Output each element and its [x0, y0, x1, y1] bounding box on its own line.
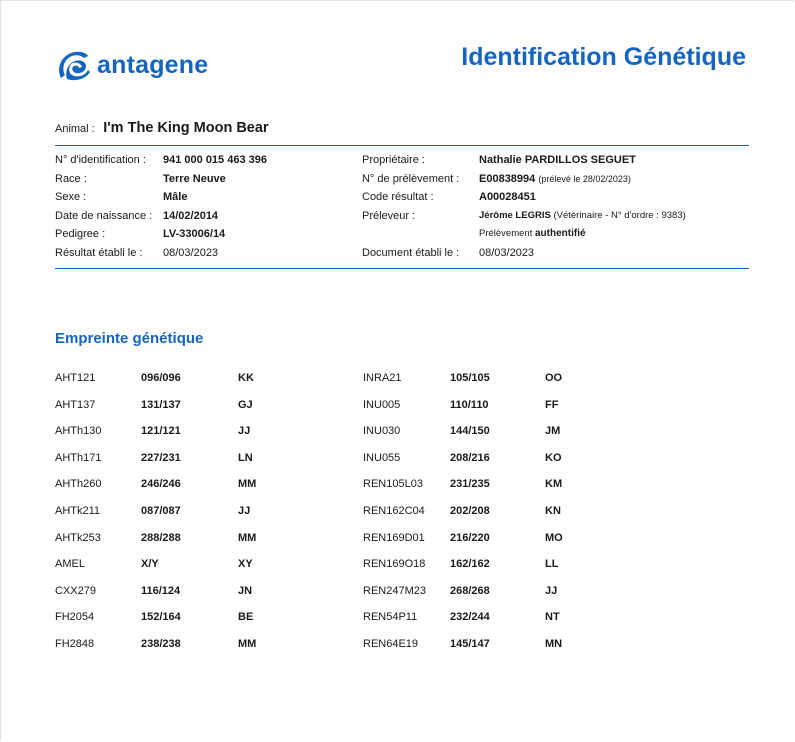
marker-alleles: 227/231	[141, 451, 181, 464]
marker-code: BE	[238, 611, 254, 624]
race-value: Terre Neuve	[163, 172, 226, 185]
marker-alleles: 110/110	[450, 398, 489, 411]
marker-code: MM	[238, 531, 257, 544]
marker-code: OO	[545, 372, 563, 384]
marker-code: XY	[238, 558, 253, 571]
marker-alleles: 216/220	[450, 531, 490, 544]
antagene-logo	[55, 47, 208, 83]
sampler-note: (Vétérinaire - N° d'ordre : 9383)	[553, 209, 686, 221]
table-row	[55, 425, 749, 452]
pedigree-label: Pedigree :	[55, 228, 106, 241]
sample-label: N° de prélèvement :	[362, 172, 460, 185]
marker-name: INU005	[363, 398, 401, 411]
bottom-divider	[55, 268, 749, 269]
table-row	[55, 585, 749, 612]
marker-name: REN162C04	[363, 504, 425, 517]
marker-alleles: 162/162	[450, 558, 490, 571]
marker-name: FH2848	[55, 637, 95, 650]
marker-code: JJ	[545, 584, 558, 597]
marker-name: AHTk253	[55, 531, 101, 544]
marker-name: REN105L03	[363, 478, 423, 491]
marker-alleles: 087/087	[141, 504, 181, 517]
info-row	[55, 247, 749, 266]
result-date-label: Résultat établi le :	[55, 246, 143, 259]
doc-date-label: Document établi le :	[362, 246, 460, 259]
marker-code: KM	[545, 478, 563, 491]
marker-alleles: 208/216	[450, 451, 490, 464]
sample-note: (prélevé le 28/02/2023)	[538, 173, 631, 184]
marker-code: KN	[545, 504, 561, 517]
sampler-value: Jérôme LEGRIS	[479, 209, 551, 221]
marker-alleles: 231/235	[450, 478, 490, 491]
identification-info	[55, 154, 749, 266]
marker-code: LL	[545, 558, 559, 571]
table-row	[55, 532, 749, 559]
table-row	[55, 611, 749, 638]
marker-alleles: 246/246	[141, 478, 181, 491]
sampler-label: Préleveur :	[362, 209, 416, 222]
document-title: Identification Génétique	[461, 43, 746, 71]
id-value: 941 000 015 463 396	[163, 154, 267, 166]
marker-code: JJ	[238, 425, 251, 438]
pedigree-value: LV-33006/14	[163, 228, 226, 241]
marker-alleles: 121/121	[141, 425, 181, 438]
info-row	[55, 210, 749, 229]
marker-code: KO	[545, 451, 562, 464]
table-row	[55, 505, 749, 532]
marker-name: REN169O18	[363, 558, 426, 571]
marker-alleles: 268/268	[450, 584, 490, 597]
marker-code: MM	[238, 478, 257, 491]
marker-code: JN	[238, 584, 253, 597]
table-row	[55, 399, 749, 426]
marker-name: INRA21	[363, 372, 402, 384]
marker-name: CXX279	[55, 584, 96, 597]
animal-line	[55, 119, 269, 137]
logo-text: antagene	[97, 50, 209, 79]
marker-code: FF	[545, 398, 559, 411]
marker-alleles: 131/137	[141, 398, 181, 411]
sexe-label: Sexe :	[55, 191, 87, 204]
table-row	[55, 638, 749, 665]
marker-code: GJ	[238, 398, 253, 411]
marker-alleles: 144/150	[450, 425, 490, 438]
marker-alleles: 152/164	[141, 611, 181, 624]
sample-group	[479, 173, 631, 185]
owner-value: Nathalie PARDILLOS SEGUET	[479, 154, 636, 166]
antagene-swirl-icon	[55, 48, 91, 82]
marker-name: INU055	[363, 451, 401, 464]
birth-value: 14/02/2014	[163, 209, 219, 222]
auth-prefix: Prélèvement	[479, 228, 533, 240]
marker-alleles: 232/244	[450, 611, 490, 624]
table-row	[55, 558, 749, 585]
info-row	[55, 191, 749, 210]
marker-code: JM	[545, 425, 561, 438]
marker-alleles: 145/147	[450, 637, 490, 650]
auth-word: authentifié	[534, 228, 586, 240]
top-divider	[55, 145, 749, 146]
marker-code: MN	[545, 637, 563, 650]
result-date-value: 08/03/2023	[163, 246, 219, 259]
table-row	[55, 478, 749, 505]
marker-code: LN	[238, 451, 253, 464]
marker-name: INU030	[363, 425, 401, 438]
table-row	[55, 372, 749, 399]
marker-code: JJ	[238, 504, 251, 517]
marker-code: NT	[545, 611, 560, 624]
marker-alleles: 116/124	[141, 584, 181, 597]
sexe-value: Mâle	[163, 191, 188, 204]
race-label: Race :	[55, 172, 87, 185]
marker-name: AHTh260	[55, 478, 102, 491]
owner-label: Propriétaire :	[362, 154, 425, 166]
marker-name: AHTh171	[55, 451, 102, 464]
marker-alleles: 202/208	[450, 504, 490, 517]
sample-value: E00838994	[479, 172, 536, 185]
marker-code: MM	[238, 637, 257, 650]
marker-name: AHTk211	[55, 504, 101, 517]
info-row	[55, 154, 749, 173]
marker-name: REN169D01	[363, 531, 425, 544]
code-value: A00028451	[479, 191, 536, 204]
table-row	[55, 452, 749, 479]
marker-alleles: 105/105	[450, 372, 490, 384]
marker-name: FH2054	[55, 611, 95, 624]
marker-name: REN247M23	[363, 584, 426, 597]
marker-name: REN64E19	[363, 637, 419, 650]
marker-code: KK	[238, 372, 254, 384]
authentication-note	[479, 228, 586, 239]
animal-name: I'm The King Moon Bear	[103, 120, 269, 136]
code-label: Code résultat :	[362, 191, 434, 204]
marker-alleles: 096/096	[141, 372, 181, 384]
marker-alleles: 238/238	[141, 637, 181, 650]
marker-name: AHTh130	[55, 425, 102, 438]
marker-code: MO	[545, 531, 563, 544]
marker-name: REN54P11	[363, 611, 418, 624]
info-row	[55, 173, 749, 192]
info-row	[55, 228, 749, 247]
section-title: Empreinte génétique	[55, 330, 204, 347]
sampler-group	[479, 210, 686, 221]
marker-alleles: 288/288	[141, 531, 181, 544]
birth-label: Date de naissance :	[55, 209, 153, 222]
doc-date-value: 08/03/2023	[479, 246, 535, 259]
marker-name: AHT137	[55, 398, 96, 411]
marker-name: AMEL	[55, 558, 85, 571]
marker-alleles: X/Y	[141, 558, 159, 571]
id-label: N° d'identification :	[55, 154, 146, 166]
genetic-markers-table	[55, 372, 749, 665]
animal-label: Animal :	[55, 123, 95, 135]
marker-name: AHT121	[55, 372, 96, 384]
